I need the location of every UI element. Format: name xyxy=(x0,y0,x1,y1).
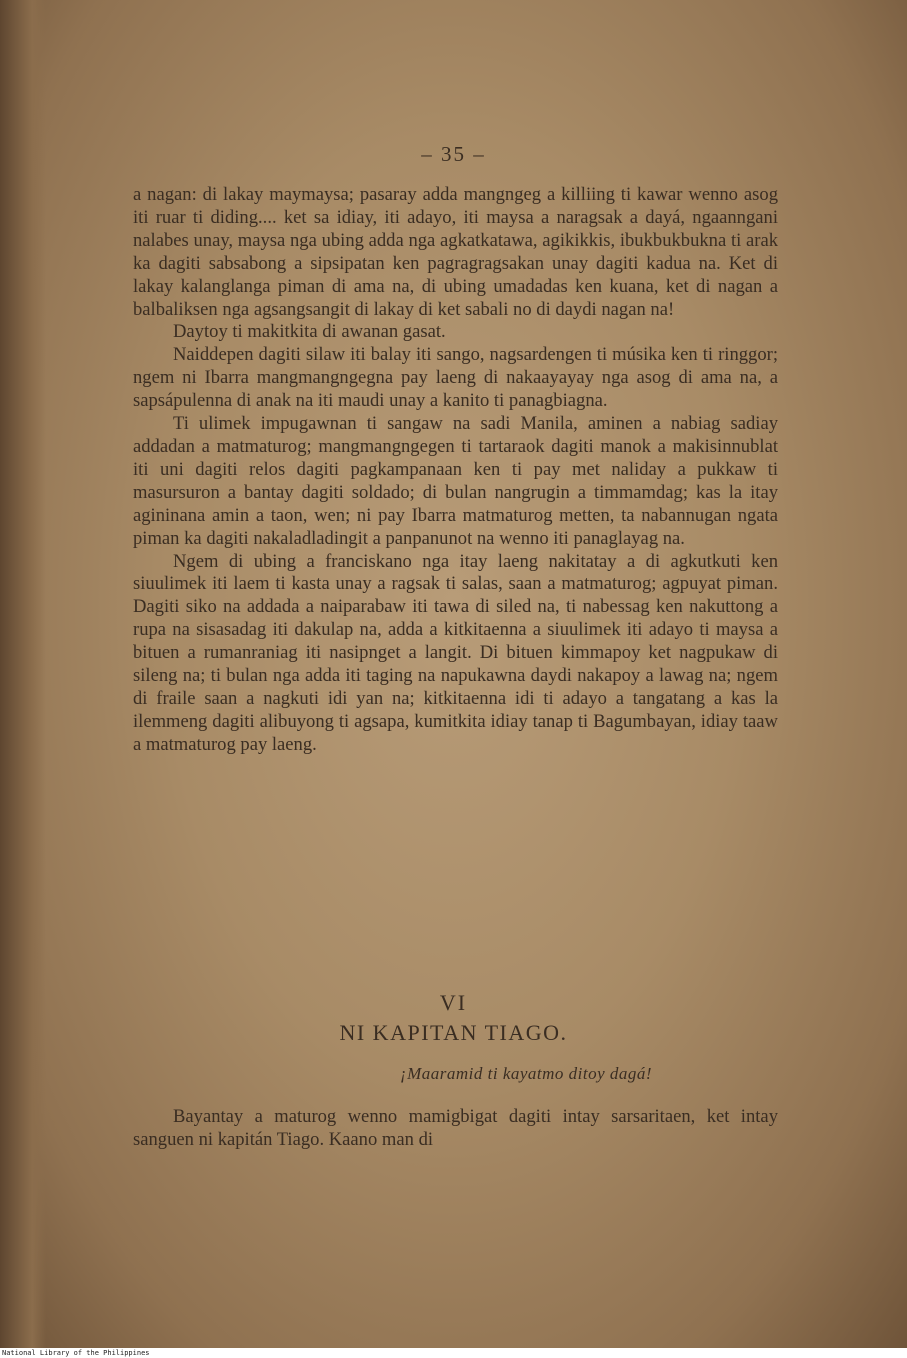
footer-credit: National Library of the Philippines xyxy=(0,1348,907,1358)
chapter-epigraph: ¡Maaramid ti kayatmo ditoy dagá! xyxy=(400,1064,653,1083)
chapter-title: NI KAPITAN TIAGO. xyxy=(339,1020,568,1045)
paragraph: Ti ulimek impugawnan ti sangaw na sadi Manila, aminen a nabiag sadiay addadan a matmaturog; mangmangngegen ti tartaraok dagiti manok a makisinnublat iti uni dagiti relos dagiti pagkampanaan ken ti pay met naliday a pukkaw ti masursuron a bantay dagiti soldado; di bulan nangrugin a timmamdag; kas la itay agininana amin a taon, wen; ni pay Ibarra matmaturog metten, ta nabannugan ngata piman ka dagiti nakaladladingit a panpanunot na wenno iti panaglayag na. xyxy=(133,413,778,549)
paragraph: Daytoy ti makitkita di awanan gasat. xyxy=(173,321,446,343)
paragraph: a nagan: di lakay maymaysa; pasaray adda mangngeg a killiing ti kawar wenno asog iti ruar ti diding.... ket sa idiay, iti adayo, iti maysa a naragsak a dayá, ngaanngani nalabes unay, maysa nga ubing adda nga agkatkatawa, agikikkis, ibukbukbukna ti arak ka dagiti sabsabong a sipsipatan ken pagragragsakan unay dagiti kadua na. Ket di lakay kalanglanga piman di ama na, di ubing umadadas ken kuana, ket di nagan a balbaliksen nga agsangsangit di lakay di ket sabali no di daydi nagan na! xyxy=(133,184,778,320)
paragraph: Naiddepen dagiti silaw iti balay iti sango, nagsardengen ti músika ken ti ringgor; ngem ni Ibarra mangmangngegna pay laeng di nakaayayay nga asog di ama na, a sapsápulenna di anak na iti maudi unay a kanito ti panagbiagna. xyxy=(133,344,778,412)
chapter-opening-text xyxy=(133,1106,778,1152)
paragraph: Ngem di ubing a franciskano nga itay laeng nakitatay a di agkutkuti ken siuulimek iti laem ti kasta unay a ragsak ti salas, saan a matmaturog; agpuyat piman. Dagiti siko na addada a naiparabaw iti tawa di siled na, ti nabessag ken nakuttong a rupa na sisasadag iti dakulap na, adda a kitkitaenna a siuulimek iti adayo ti maysa a bituen a rumanraniag iti nasipnget a langit. Di bituen kimmapoy ket nagpukaw di sileng na; ti bulan nga adda iti taging na napukawna daydi nakapoy a lawag na; ngem di fraile saan a nagkuti idi yan na; kitkitaenna idi ti adayo a tangatang a kas la ilemmeng dagiti alibuyong ti agsapa, kumitkita idiay tanap ti Bagumbayan, idiay taaw a matmaturog pay laeng. xyxy=(133,550,778,755)
paragraph: Bayantay a maturog wenno mamigbigat dagiti intay sarsaritaen, ket intay sanguen ni kapitán Tiago. Kaano man di xyxy=(133,1106,778,1150)
chapter-number: VI xyxy=(439,990,468,1015)
page-number: – 35 – xyxy=(421,142,486,166)
page-binding-edge xyxy=(0,0,46,1348)
body-text xyxy=(133,184,778,757)
